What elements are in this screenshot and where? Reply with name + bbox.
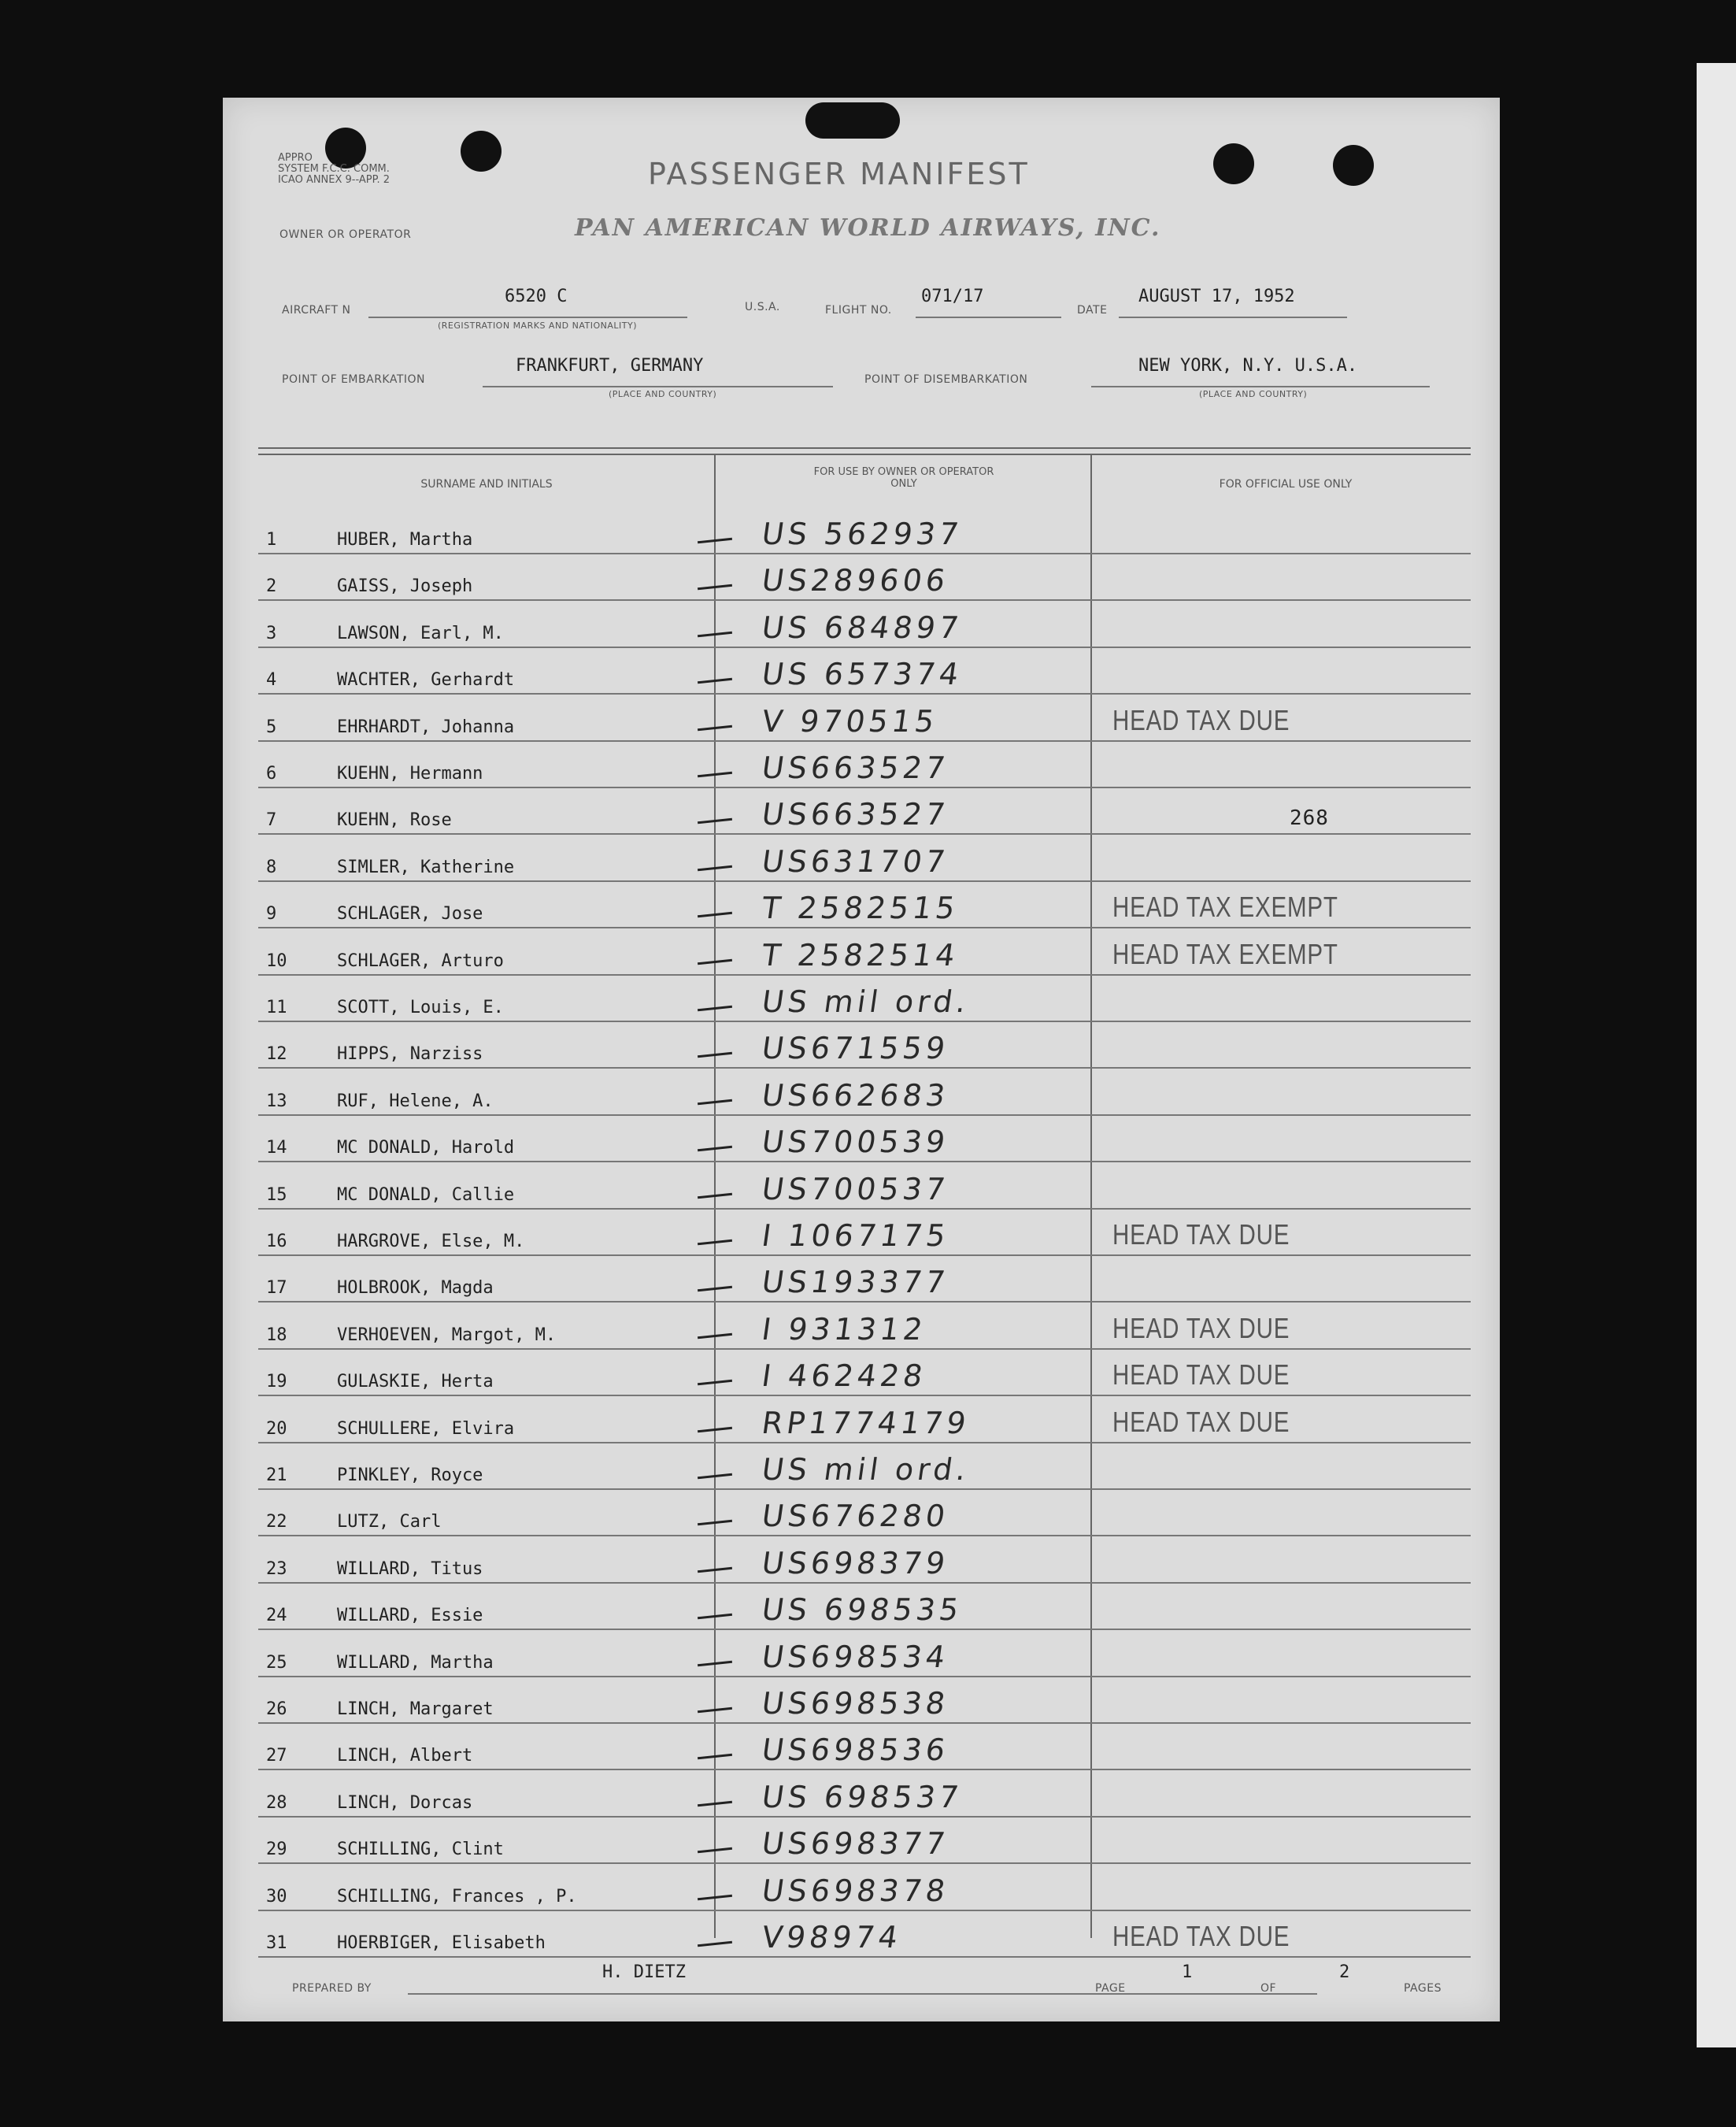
check-mark [698, 538, 732, 544]
passenger-name: WILLARD, Martha [337, 1652, 494, 1673]
document-number: I 931312 [759, 1311, 929, 1347]
row-number: 24 [266, 1606, 287, 1626]
official-note: HEAD TAX DUE [1112, 703, 1290, 736]
check-mark [698, 912, 732, 918]
torn-corner [805, 102, 900, 139]
document-number: US698379 [759, 1545, 952, 1580]
row-number: 1 [266, 530, 277, 550]
official-note: HEAD TAX EXEMPT [1112, 891, 1338, 924]
check-mark [698, 678, 732, 684]
column-header-owner: FOR USE BY OWNER OR OPERATOR ONLY [813, 466, 994, 490]
passenger-name: SCHLAGER, Arturo [337, 950, 504, 971]
passenger-name: HUBER, Martha [337, 530, 473, 550]
row-number: 30 [266, 1886, 287, 1907]
check-mark [698, 1894, 732, 1900]
document-number: I 462428 [759, 1358, 929, 1394]
passenger-name: LINCH, Margaret [337, 1699, 494, 1719]
passenger-name: MC DONALD, Callie [337, 1184, 515, 1205]
document-number: US671559 [759, 1031, 952, 1066]
check-mark [698, 1520, 732, 1526]
document-number: US698538 [759, 1686, 952, 1721]
passenger-name: MC DONALD, Harold [337, 1138, 515, 1158]
check-mark [698, 1754, 732, 1760]
row-number: 26 [266, 1699, 287, 1719]
check-mark [698, 1006, 732, 1012]
document-number: US700537 [759, 1171, 952, 1206]
document-number: US663527 [759, 750, 952, 785]
page-number: 1 [1182, 1962, 1193, 1982]
passenger-name: LAWSON, Earl, M. [337, 623, 504, 643]
aircraft-number: 6520 C [505, 287, 568, 306]
passenger-name: HARGROVE, Else, M. [337, 1232, 525, 1251]
passenger-row [258, 1865, 1471, 1911]
row-number: 31 [266, 1933, 287, 1953]
registration-caption: (REGISTRATION MARKS AND NATIONALITY) [438, 321, 638, 331]
check-mark [698, 1660, 732, 1666]
document-number: US193377 [759, 1265, 952, 1300]
document-number: US 657374 [759, 657, 965, 692]
document-number: US 698537 [759, 1779, 965, 1814]
passenger-name: WILLARD, Titus [337, 1558, 483, 1579]
passenger-name: LINCH, Dorcas [337, 1792, 473, 1813]
usa-label: U.S.A. [745, 301, 780, 313]
row-number: 22 [266, 1512, 287, 1532]
check-mark [698, 1847, 732, 1854]
document-number: V 970515 [759, 703, 941, 739]
official-note: HEAD TAX DUE [1112, 1311, 1290, 1344]
row-number: 6 [266, 764, 277, 784]
row-number: 15 [266, 1184, 287, 1205]
row-number: 8 [266, 857, 277, 877]
document-number: RP1774179 [759, 1405, 972, 1440]
document-number: T 2582514 [759, 937, 961, 973]
row-number: 2 [266, 576, 277, 597]
check-mark [698, 818, 732, 824]
document-number: US700539 [759, 1125, 952, 1160]
official-note: 268 [1290, 806, 1329, 831]
passenger-row [258, 1443, 1471, 1490]
official-note: HEAD TAX DUE [1112, 1358, 1290, 1391]
document-number: V98974 [759, 1920, 904, 1955]
passenger-row [258, 648, 1471, 695]
official-note: HEAD TAX DUE [1112, 1218, 1290, 1251]
document-number: US698536 [759, 1732, 952, 1768]
passenger-row [258, 1256, 1471, 1303]
passenger-row [258, 1303, 1471, 1350]
check-mark [698, 584, 732, 591]
document-number: T 2582515 [759, 891, 961, 926]
passenger-row [258, 554, 1471, 601]
check-mark [698, 1052, 732, 1058]
of-label: OF [1260, 1982, 1277, 1995]
disembarkation-caption: (PLACE AND COUNTRY) [1199, 389, 1308, 399]
document-number: US mil ord. [759, 984, 972, 1019]
passenger-row [258, 508, 1471, 554]
document-number: US676280 [759, 1499, 952, 1534]
passenger-row [258, 1911, 1471, 1958]
row-number: 14 [266, 1138, 287, 1158]
aircraft-label: AIRCRAFT N [282, 304, 351, 317]
pages-label: PAGES [1404, 1982, 1442, 1995]
passenger-name: WACHTER, Gerhardt [337, 670, 515, 691]
column-header-official: FOR OFFICIAL USE ONLY [1219, 478, 1353, 491]
disembarkation-point: NEW YORK, N.Y. U.S.A. [1138, 356, 1358, 376]
passenger-row [258, 1350, 1471, 1396]
official-note: HEAD TAX EXEMPT [1112, 937, 1338, 970]
document-number: US289606 [759, 563, 952, 598]
passenger-row [258, 1724, 1471, 1770]
column-header-name: SURNAME AND INITIALS [420, 478, 553, 491]
embarkation-caption: (PLACE AND COUNTRY) [609, 389, 717, 399]
passenger-name: HIPPS, Narziss [337, 1044, 483, 1065]
check-mark [698, 1567, 732, 1573]
passenger-name: EHRHARDT, Johanna [337, 717, 515, 737]
flight-label: FLIGHT NO. [825, 304, 892, 317]
passenger-row [258, 1584, 1471, 1630]
check-mark [698, 1614, 732, 1620]
passenger-row [258, 788, 1471, 835]
punch-hole-4 [1333, 145, 1374, 186]
punch-hole-3 [1213, 143, 1254, 184]
row-number: 7 [266, 810, 277, 831]
passenger-row [258, 929, 1471, 976]
document-number: US 684897 [759, 610, 965, 645]
passenger-name: PINKLEY, Royce [337, 1466, 483, 1485]
row-number: 18 [266, 1325, 287, 1345]
check-mark [698, 1941, 732, 1947]
passenger-name: LUTZ, Carl [337, 1512, 442, 1532]
passenger-name: SCHULLERE, Elvira [337, 1418, 515, 1439]
check-mark [698, 1380, 732, 1386]
row-number: 20 [266, 1418, 287, 1439]
row-number: 25 [266, 1652, 287, 1673]
check-mark [698, 772, 732, 778]
document-number: US631707 [759, 843, 952, 879]
manifest-page [223, 98, 1500, 2021]
passenger-row [258, 1818, 1471, 1864]
approval-note: APPRO SYSTEM F.C.C. COMM. ICAO ANNEX 9--APP. 2 [278, 152, 390, 186]
check-mark [698, 865, 732, 872]
passenger-name: LINCH, Albert [337, 1746, 473, 1766]
flight-number: 071/17 [921, 287, 984, 306]
row-number: 27 [266, 1746, 287, 1766]
passenger-name: SCOTT, Louis, E. [337, 998, 504, 1017]
passenger-name: KUEHN, Rose [337, 810, 452, 831]
passenger-name: RUF, Helene, A. [337, 1091, 494, 1111]
punch-hole-2 [461, 131, 502, 172]
prepared-by: H. DIETZ [602, 1962, 686, 1982]
official-note: HEAD TAX DUE [1112, 1405, 1290, 1438]
passenger-row [258, 695, 1471, 742]
check-mark [698, 1240, 732, 1246]
total-pages: 2 [1339, 1962, 1350, 1982]
check-mark [698, 632, 732, 638]
document-number: US698377 [759, 1826, 952, 1862]
flight-date: AUGUST 17, 1952 [1138, 287, 1295, 306]
passenger-name: HOLBROOK, Magda [337, 1278, 494, 1299]
document-number: US 698535 [759, 1592, 965, 1628]
row-number: 11 [266, 998, 287, 1017]
official-note: HEAD TAX DUE [1112, 1920, 1290, 1952]
passenger-row [258, 1069, 1471, 1116]
date-label: DATE [1077, 304, 1108, 317]
check-mark [698, 1099, 732, 1106]
passenger-row [258, 1631, 1471, 1677]
row-number: 21 [266, 1466, 287, 1485]
document-number: US698534 [759, 1639, 952, 1674]
check-mark [698, 1286, 732, 1292]
row-number: 23 [266, 1558, 287, 1579]
passenger-name: SIMLER, Katherine [337, 857, 515, 877]
owner-label: OWNER OR OPERATOR [279, 228, 412, 241]
passenger-row [258, 602, 1471, 648]
check-mark [698, 1801, 732, 1807]
document-number: US662683 [759, 1077, 952, 1113]
check-mark [698, 724, 732, 731]
check-mark [698, 1146, 732, 1152]
document-number: US698378 [759, 1873, 952, 1908]
check-mark [698, 1426, 732, 1432]
document-number: US mil ord. [759, 1452, 972, 1487]
embarkation-point: FRANKFURT, GERMANY [516, 356, 704, 376]
check-mark [698, 1707, 732, 1714]
passenger-row [258, 976, 1471, 1022]
row-number: 29 [266, 1840, 287, 1860]
row-number: 12 [266, 1044, 287, 1065]
passenger-row [258, 1163, 1471, 1210]
embarkation-label: POINT OF EMBARKATION [282, 373, 426, 386]
document-number: I 1067175 [759, 1218, 952, 1253]
row-number: 13 [266, 1091, 287, 1111]
passenger-row [258, 1490, 1471, 1536]
passenger-row [258, 882, 1471, 928]
film-frame-edge [1697, 63, 1736, 2047]
passenger-row [258, 1022, 1471, 1069]
passenger-name: GULASKIE, Herta [337, 1372, 494, 1392]
row-number: 9 [266, 904, 277, 925]
passenger-name: KUEHN, Hermann [337, 764, 483, 784]
passenger-name: SCHLAGER, Jose [337, 904, 483, 925]
passenger-row [258, 1116, 1471, 1162]
passenger-row [258, 1677, 1471, 1724]
row-number: 28 [266, 1792, 287, 1813]
row-number: 10 [266, 950, 287, 971]
passenger-name: WILLARD, Essie [337, 1606, 483, 1626]
passenger-name: HOERBIGER, Elisabeth [337, 1933, 546, 1953]
disembarkation-label: POINT OF DISEMBARKATION [864, 373, 1028, 386]
row-number: 4 [266, 670, 277, 691]
page-label: PAGE [1095, 1982, 1126, 1995]
row-number: 3 [266, 623, 277, 643]
check-mark [698, 958, 732, 965]
passenger-row [258, 1771, 1471, 1818]
row-number: 19 [266, 1372, 287, 1392]
passenger-row [258, 1397, 1471, 1443]
passenger-name: SCHILLING, Clint [337, 1840, 504, 1860]
passenger-row [258, 836, 1471, 882]
passenger-name: VERHOEVEN, Margot, M. [337, 1325, 557, 1345]
row-number: 17 [266, 1278, 287, 1299]
prepared-label: PREPARED BY [292, 1982, 372, 1995]
check-mark [698, 1192, 732, 1199]
check-mark [698, 1473, 732, 1480]
check-mark [698, 1333, 732, 1340]
row-number: 16 [266, 1232, 287, 1251]
form-title: PASSENGER MANIFEST [648, 157, 1030, 191]
passenger-name: SCHILLING, Frances , P. [337, 1886, 577, 1907]
passenger-name: GAISS, Joseph [337, 576, 473, 597]
passenger-row [258, 1210, 1471, 1256]
passenger-row [258, 1537, 1471, 1584]
owner-operator: PAN AMERICAN WORLD AIRWAYS, INC. [575, 214, 1161, 242]
document-number: US663527 [759, 797, 952, 832]
passenger-row [258, 742, 1471, 788]
document-number: US 562937 [759, 517, 965, 551]
row-number: 5 [266, 717, 277, 737]
